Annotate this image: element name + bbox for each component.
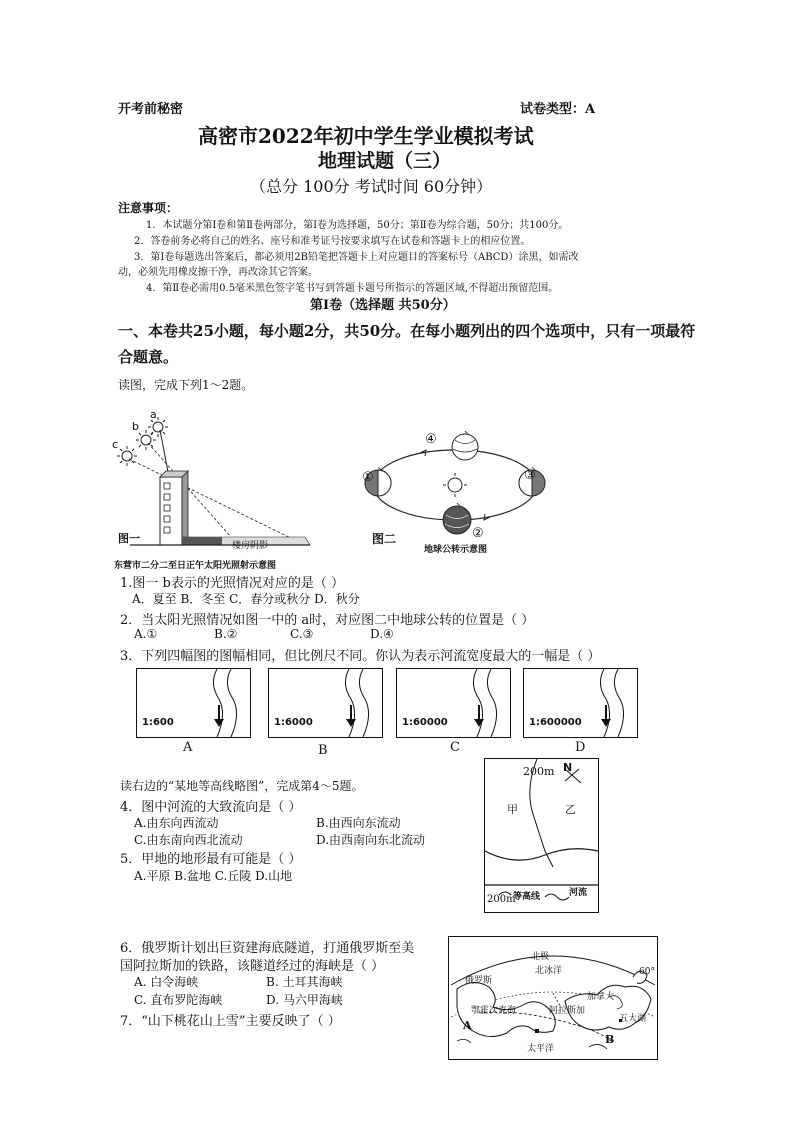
label-alaska: 阿拉斯加 [549, 1006, 586, 1016]
label-pacific: 太平洋 [527, 1044, 555, 1054]
shadow-label: 楼房阴影 [232, 541, 269, 551]
question-4-option-a: A.由东向西流动 [134, 816, 219, 830]
label-okhotsk-sea: 鄂霍次克海 [471, 1006, 517, 1016]
river-map-d [523, 668, 638, 738]
exam-info: （总分 100分 考试时间 60分钟） [250, 177, 493, 196]
paper-type-label: 试卷类型：A [520, 102, 596, 117]
read-instruction-1: 读图，完成下列1～2题。 [118, 378, 254, 392]
contour-elev-bottom: 200m [487, 894, 516, 905]
contour-elev-top: 200m [523, 765, 555, 778]
orbit-position-2: ② [472, 526, 484, 541]
question-6-stem: 6．俄罗斯计划出巨资建海底隧道，打通俄罗斯至美 [120, 941, 415, 956]
polar-map [448, 936, 658, 1060]
question-2-stem: 2．当太阳光照情况如图一中的 a时，对应图二中地球公转的位置是（ ） [120, 613, 535, 628]
question-2-option-c: C.③ [290, 627, 314, 641]
question-3-stem: 3．下列四幅图的图幅相同，但比例尺不同。你认为表示河流宽度最大的一幅是（ ） [120, 649, 601, 664]
sun-b-icon [136, 430, 156, 450]
map-d-letter: D [575, 740, 586, 755]
question-6-option-c: C. 直布罗陀海峡 [134, 993, 223, 1007]
orbit-position-1: ① [362, 470, 374, 485]
figure-1-caption: 东营市二分二至日正午太阳光照射示意图 [114, 561, 277, 571]
section-instruction: 一、本卷共25小题，每小题2分，共50分。在每小题列出的四个选项中，只有一项最符 [118, 322, 696, 340]
question-6-option-a: A. 白令海峡 [134, 975, 199, 989]
section-instruction-cont: 合题意。 [118, 348, 179, 366]
label-north-pole: 北极 [531, 952, 550, 962]
note-item-2: 2．答卷前务必将自己的姓名、座号和准考证号按要求填写在试卷和答题卡上的相应位置。 [134, 236, 531, 247]
exam-title: 高密市2022年初中学生学业模拟考试 [198, 124, 534, 148]
label-b: b [132, 420, 139, 433]
north-arrow-icon: N [563, 761, 573, 774]
note-item-4: 4．第Ⅱ卷必需用0.5毫米黑色签字笔书写到答题卡题号所指示的答题区域,不得超出预留范围。 [146, 283, 559, 294]
place-jia: 甲 [507, 803, 518, 816]
place-yi: 乙 [565, 803, 576, 816]
river-map-a [136, 668, 251, 738]
note-item-3: 3．第Ⅰ卷每题选出答案后，都必须用2B铅笔把答题卡上对应题目的答案标号（ABCD）涂黑，如需改 [134, 252, 579, 263]
label-great-lakes: 五大湖 [619, 1014, 647, 1024]
map-point-b: B [605, 1033, 615, 1046]
map-c-scale: 1:60000 [402, 717, 448, 728]
label-russia: 俄罗斯 [465, 976, 493, 986]
map-point-a: A [463, 1019, 472, 1032]
label-60-degrees: 60° [639, 967, 655, 977]
question-4-stem: 4．图中河流的大致流向是（ ） [120, 800, 302, 815]
orbit-position-4: ④ [425, 432, 437, 447]
figure-2-label: 图二 [372, 532, 397, 546]
earth-icon [443, 503, 471, 534]
river-map-c [396, 668, 511, 738]
note-item-3-cont: 动，必须先用橡皮擦干净，再改涂其它答案。 [118, 267, 318, 278]
read-instruction-2: 读右边的“某地等高线略图”，完成第4～5题。 [120, 779, 364, 793]
map-d-scale: 1:600000 [529, 717, 582, 728]
question-6-option-b: B. 土耳其海峡 [266, 975, 343, 989]
question-6-option-d: D. 马六甲海峡 [266, 993, 343, 1007]
map-b-scale: 1:6000 [274, 717, 313, 728]
label-c: c [112, 438, 119, 451]
question-2-option-a: A.① [134, 627, 158, 641]
label-arctic-ocean: 北冰洋 [535, 966, 563, 976]
sun-icon [448, 478, 462, 492]
map-a-scale: 1:600 [142, 717, 174, 728]
question-7-stem: 7．“山下桃花山上雪”主要反映了（ ） [120, 1014, 341, 1029]
label-a: a [150, 408, 157, 421]
section-title: 第Ⅰ卷（选择题 共50分） [310, 298, 456, 313]
question-2-option-d: D.④ [370, 627, 394, 641]
question-2-option-b: B.② [214, 627, 238, 641]
map-c-letter: C [450, 740, 460, 755]
legend-contour: 等高线 [513, 892, 541, 902]
map-a-letter: A [183, 740, 193, 755]
question-4-option-c: C.由东南向西北流动 [134, 833, 243, 847]
notes-heading: 注意事项： [118, 201, 179, 215]
question-5-stem: 5．甲地的地形最有可能是（ ） [120, 852, 302, 867]
river-map-b [268, 668, 383, 738]
figure-2-caption: 地球公转示意图 [424, 545, 488, 555]
confidential-label: 开考前秘密 [118, 102, 184, 117]
orbit-position-3: ③ [524, 468, 536, 483]
question-1-stem: 1.图一 b表示的光照情况对应的是（ ） [120, 576, 344, 591]
figure-1-diagram [110, 405, 320, 555]
label-canada: 加拿大 [587, 992, 615, 1002]
contour-map [484, 758, 599, 913]
legend-river: 河流 [569, 888, 588, 898]
question-4-option-d: D.由西南向东北流动 [316, 833, 426, 847]
earth-icon [452, 431, 478, 460]
map-b-letter: B [318, 743, 328, 758]
question-1-options: A．夏至 B．冬至 C．春分或秋分 D．秋分 [132, 592, 360, 606]
sun-c-icon [117, 446, 137, 466]
note-item-1: 1．本试题分第Ⅰ卷和第Ⅱ卷两部分，第Ⅰ卷为选择题，50分；第Ⅱ卷为综合题，50分；共100分。 [146, 220, 569, 231]
figure-1-label: 图一 [118, 532, 140, 545]
question-4-option-b: B.由西向东流动 [316, 816, 401, 830]
question-6-stem-cont: 国阿拉斯加的铁路，该隧道经过的海峡是（ ） [120, 959, 385, 974]
question-5-options: A.平原 B.盆地 C.丘陵 D.山地 [134, 869, 293, 883]
exam-subtitle: 地理试题（三） [318, 150, 452, 172]
